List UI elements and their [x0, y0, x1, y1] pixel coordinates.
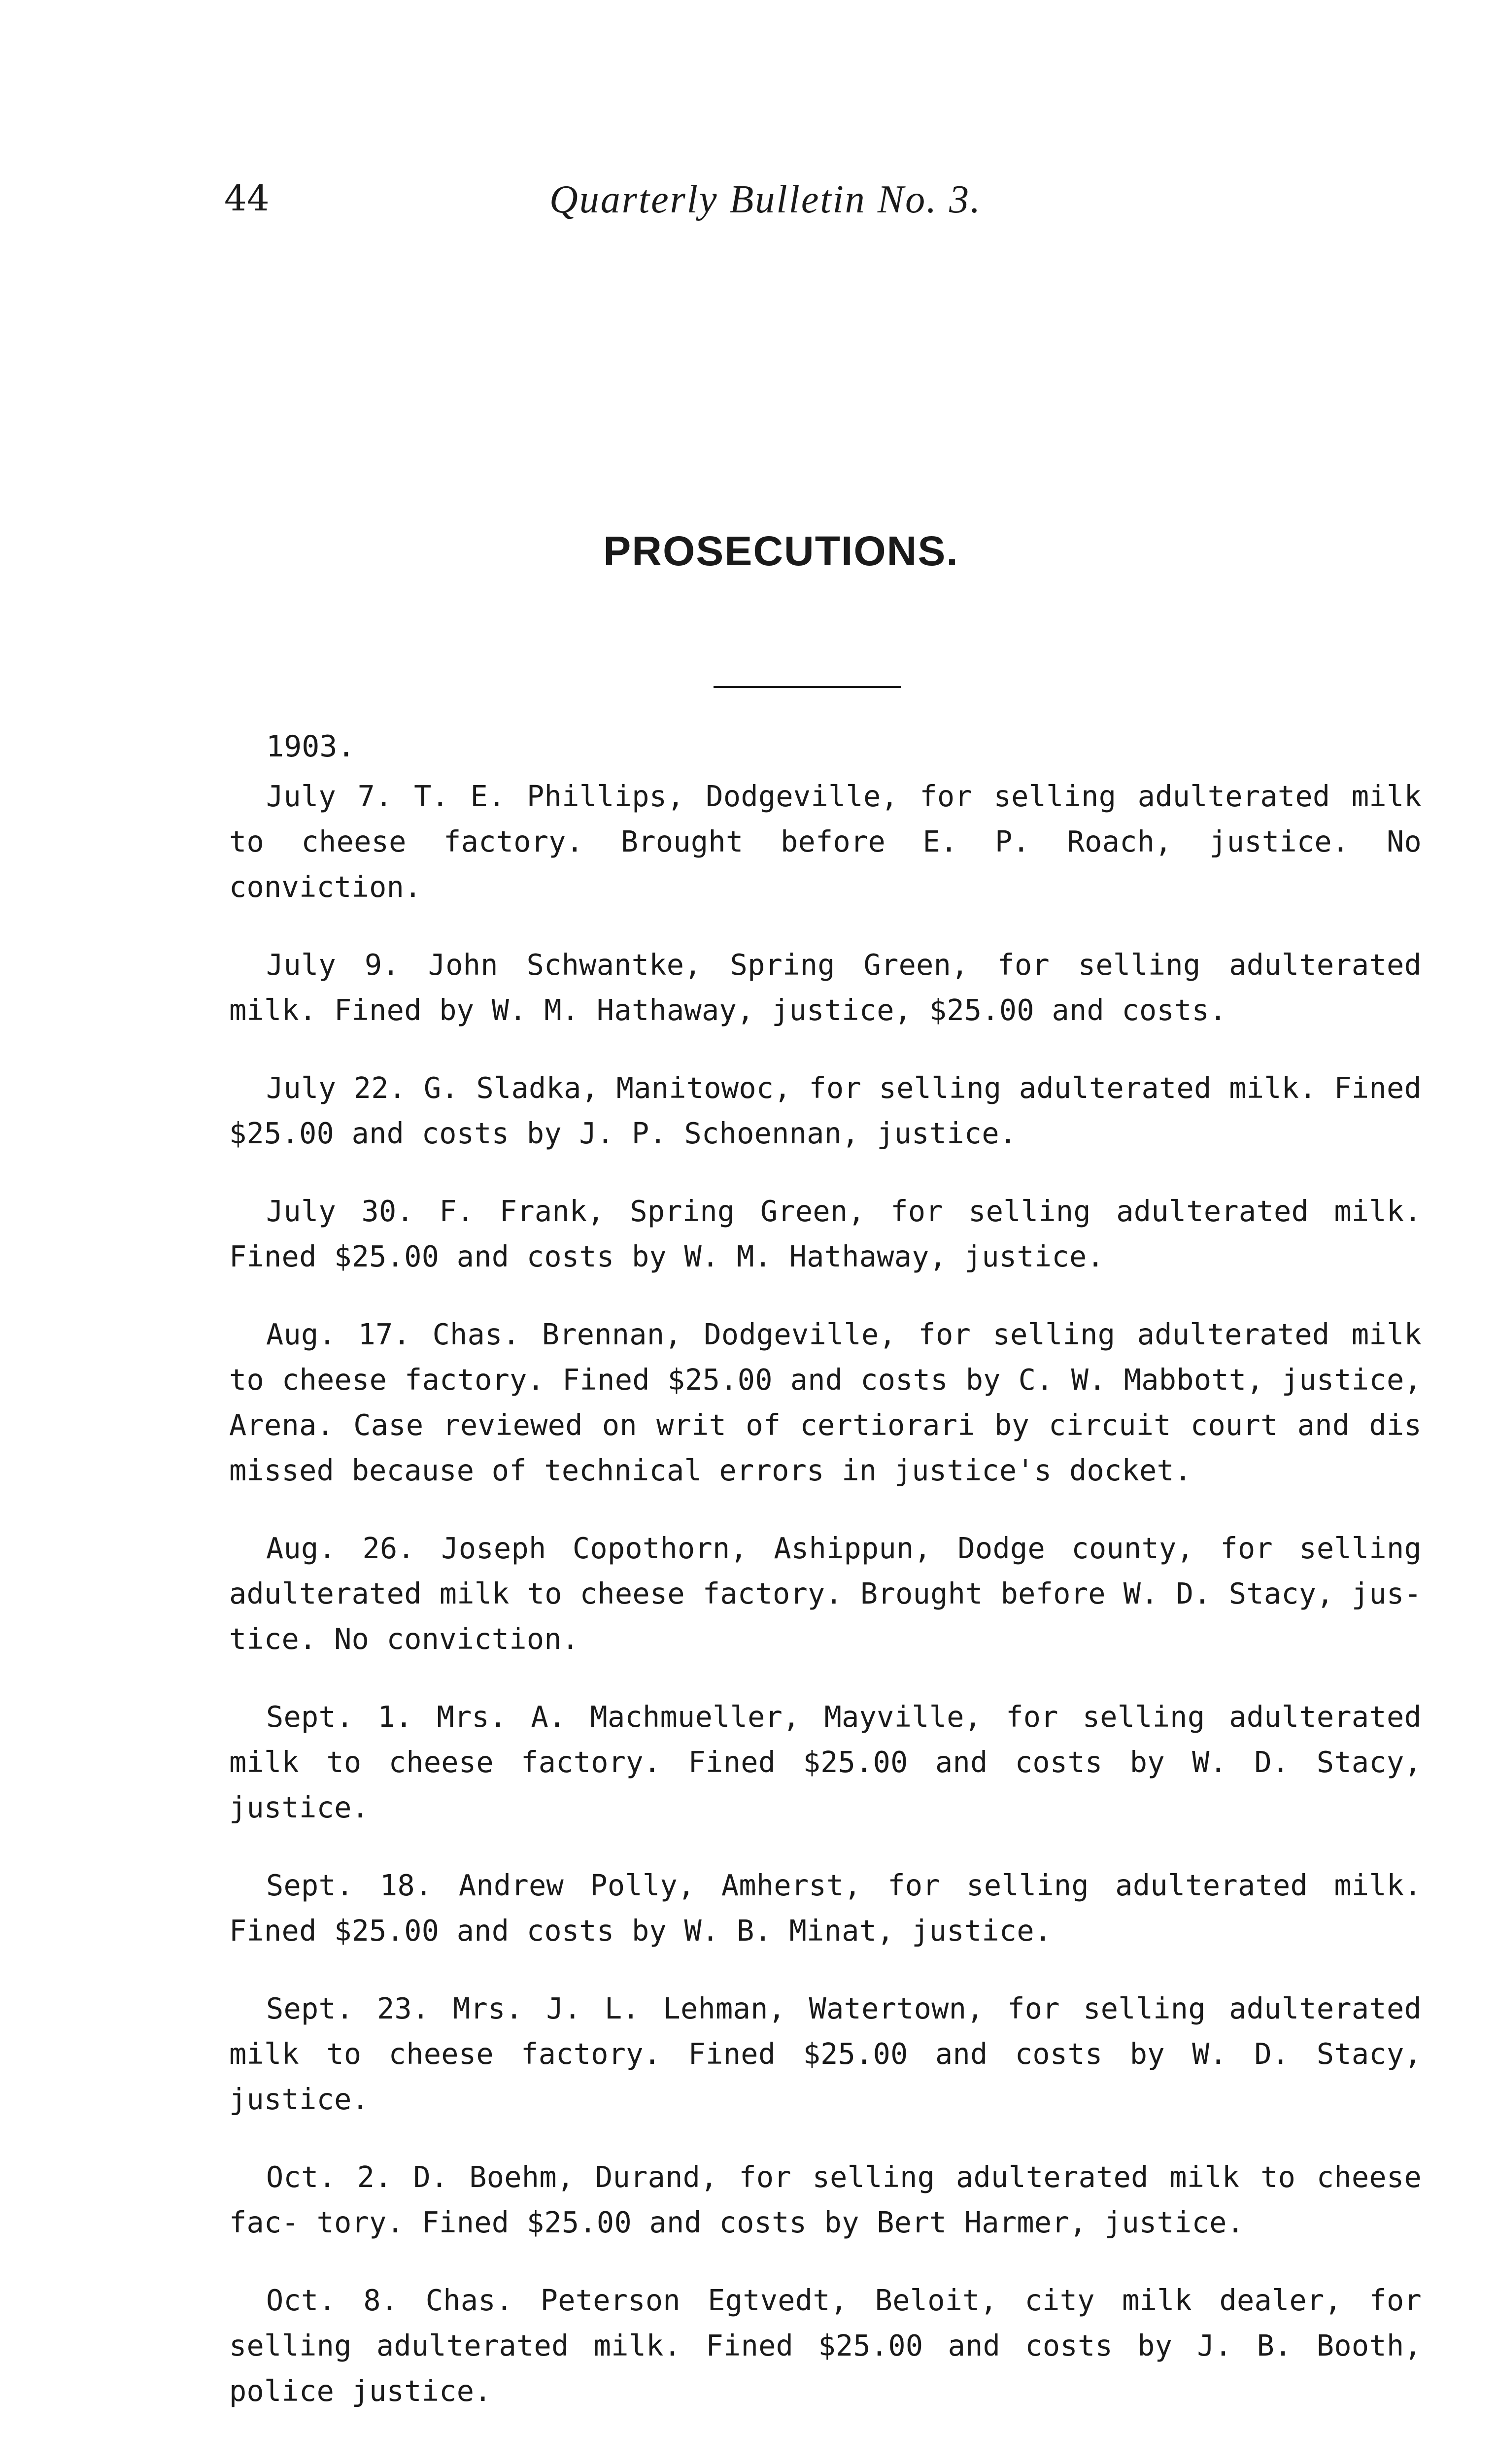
year-heading: 1903.	[266, 729, 355, 764]
prosecution-entry: Aug. 26. Joseph Copothorn, Ashippun, Dodge county, for selling adulterated milk to cheese factory. Brought before W. D. Stacy, jus- tice. No conviction.	[229, 1532, 1422, 1656]
page-header	[224, 177, 1407, 232]
prosecution-list	[229, 774, 1422, 2446]
prosecution-entry: Sept. 23. Mrs. J. L. Lehman, Watertown, for selling adulterated milk to cheese factory. Fined $25.00 and costs by W. D. Stacy, justice.	[229, 1992, 1422, 2116]
prosecution-entry: Sept. 1. Mrs. A. Machmueller, Mayville, for selling adulterated milk to cheese factory. Fined $25.00 and costs by W. D. Stacy, justice.	[229, 1700, 1422, 1824]
prosecution-entry: Aug. 17. Chas. Brennan, Dodgeville, for selling adulterated milk to cheese factory. Fined $25.00 and costs by C. W. Mabbott, justice, Arena. Case reviewed on writ of certiorari by circuit court and dis missed because of technical errors in justice's docket.	[229, 1318, 1422, 1487]
prosecution-entry: Oct. 8. Chas. Peterson Egtvedt, Beloit, city milk dealer, for selling adulterated milk. Fined $25.00 and costs by J. B. Booth, police justice.	[229, 2284, 1422, 2408]
prosecution-entry: Sept. 18. Andrew Polly, Amherst, for selling adulterated milk. Fined $25.00 and costs by W. B. Minat, justice.	[229, 1869, 1422, 1948]
title-rule	[714, 686, 901, 688]
prosecution-entry: July 7. T. E. Phillips, Dodgeville, for selling adulterated milk to cheese factory. Brought before E. P. Roach, justice. No conviction.	[229, 780, 1422, 904]
prosecution-entry: July 22. G. Sladka, Manitowoc, for selling adulterated milk. Fined $25.00 and costs by J. P. Schoennan, justice.	[229, 1071, 1422, 1150]
section-title: PROSECUTIONS.	[603, 528, 959, 574]
page-number: 44	[224, 177, 270, 219]
prosecution-entry: Oct. 2. D. Boehm, Durand, for selling adulterated milk to cheese fac- tory. Fined $25.00 and costs by Bert Harmer, justice.	[229, 2160, 1422, 2239]
prosecution-entry: July 30. F. Frank, Spring Green, for selling adulterated milk. Fined $25.00 and costs by W. M. Hathaway, justice.	[229, 1195, 1422, 1273]
running-title: Quarterly Bulletin No. 3.	[549, 178, 982, 221]
prosecution-entry: July 9. John Schwantke, Spring Green, for selling adulterated milk. Fined by W. M. Hathaway, justice, $25.00 and costs.	[229, 948, 1422, 1027]
